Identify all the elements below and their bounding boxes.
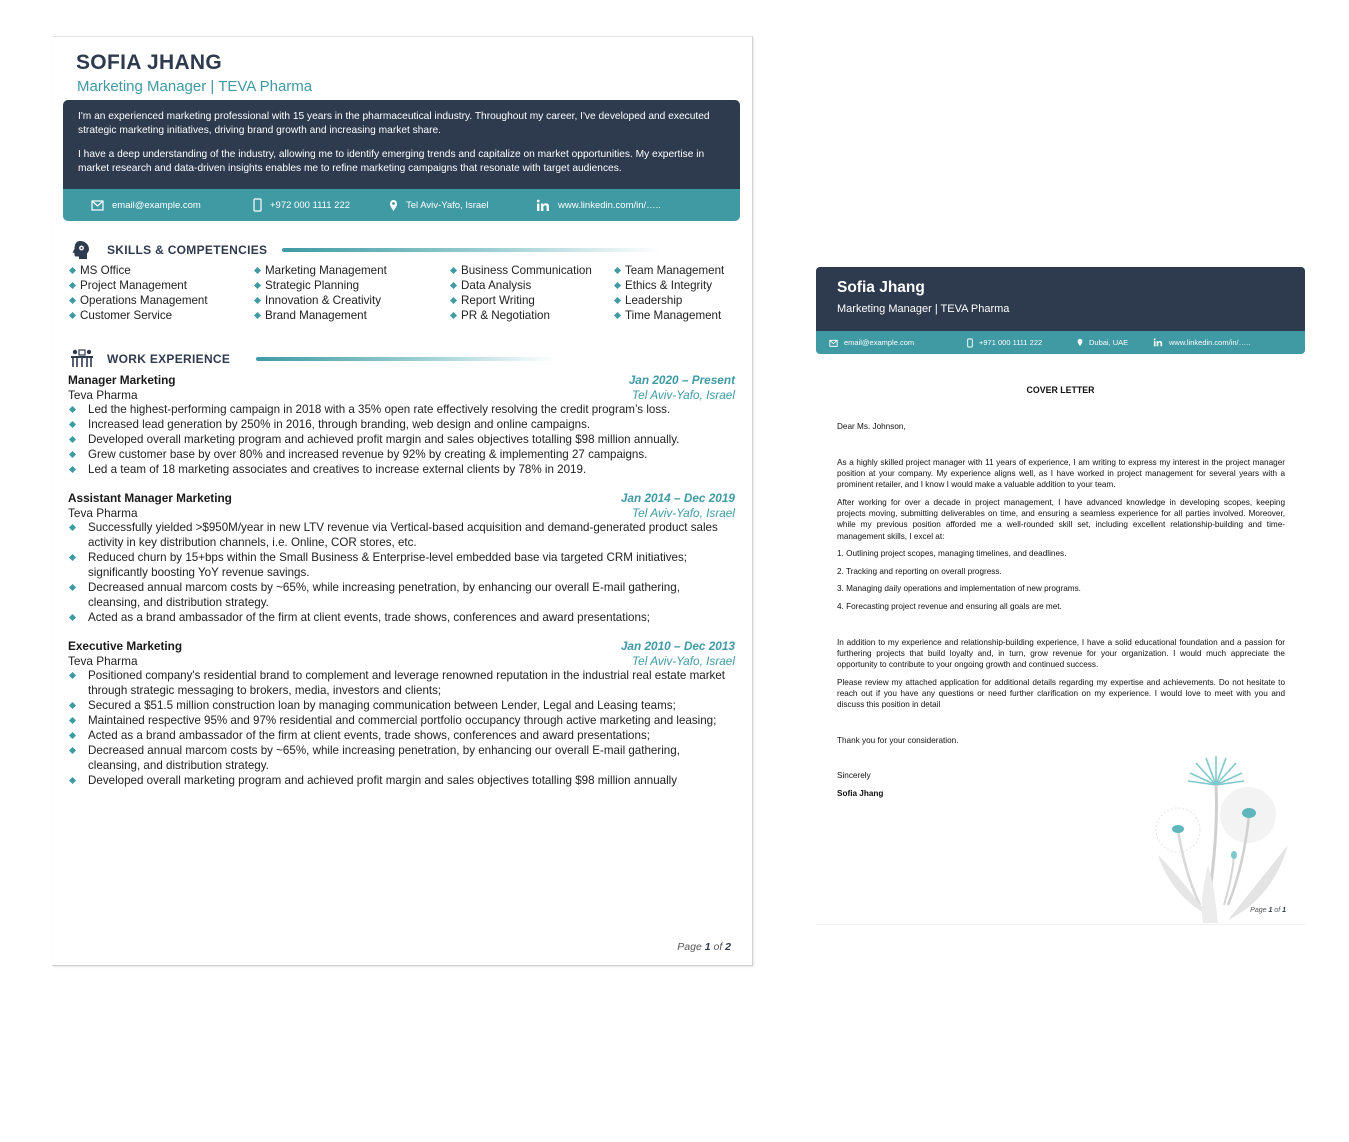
job-bullet: Led the highest-performing campaign in 2018 with a 35% open rate effectively resolving the credit program’s loss. <box>68 402 735 417</box>
page-of: of <box>710 941 726 953</box>
contact-linkedin-text: www.linkedin.com/in/….. <box>558 199 661 211</box>
cover-paragraph <box>837 497 1285 542</box>
email-icon <box>829 339 838 347</box>
paragraph-text: In addition to my experience and relationship-building experience, I have a solid educational foundation and a passion for furthering projects that build loyalty and, in turn, grow revenue for your organization. I would much appreciate the opportunity to contribute to your ongoing growth and continued success. <box>837 638 1285 670</box>
skill-item: Operations Management <box>68 293 208 308</box>
cover-list-item <box>837 583 1285 594</box>
email-icon <box>91 199 104 211</box>
skill-item: Strategic Planning <box>253 278 387 293</box>
phone-icon <box>967 338 973 348</box>
cover-contact-bar <box>816 331 1305 354</box>
job-bullet: Decreased annual marcom costs by ~65%, while increasing penetration, by enhancing our overall E-mail gathering, cleansing, and distribution strategy. <box>68 580 735 610</box>
job-bullet: Maintained respective 95% and 97% residential and commercial portfolio occupancy through active marketing and leasing; <box>68 713 735 728</box>
skills-column <box>613 263 724 323</box>
skill-item: Marketing Management <box>253 263 387 278</box>
linkedin-icon <box>536 199 550 212</box>
skill-item: Team Management <box>613 263 724 278</box>
cover-list-item <box>837 548 1285 559</box>
cover-letter-page <box>816 267 1305 925</box>
resume-name: SOFIA JHANG <box>76 51 223 74</box>
resume-page-number <box>677 941 731 953</box>
skill-item: Data Analysis <box>449 278 592 293</box>
phone-icon <box>253 198 262 212</box>
job-location: Tel Aviv-Yafo, Israel <box>632 387 735 402</box>
job-title: Manager Marketing <box>68 373 176 387</box>
list-item-text: 1. Outlining project scopes, managing timelines, and deadlines. <box>837 549 1067 558</box>
page-of: of <box>1272 907 1283 914</box>
cover-title: Marketing Manager | TEVA Pharma <box>837 303 1010 315</box>
skill-item: Leadership <box>613 293 724 308</box>
page-total: 1 <box>1282 907 1286 914</box>
cover-email-text: email@example.com <box>844 338 915 347</box>
page-current: 1 <box>1268 907 1273 914</box>
salutation-text: Dear Ms. Johnson, <box>837 422 906 431</box>
skills-heading-text: SKILLS & COMPETENCIES <box>107 243 268 257</box>
skill-item: Report Writing <box>449 293 592 308</box>
skill-item: Project Management <box>68 278 208 293</box>
cover-salutation <box>837 421 1285 432</box>
summary-paragraph: I'm an experienced marketing professional with 15 years in the pharmaceutical industry. Throughout my career, I've developed and executed strategic marketing initiatives, driving brand growth and increasing market share. <box>78 111 710 137</box>
job-bullet: Secured a $51.5 million construction loan by managing communication between Lender, Legal and Leasing teams; <box>68 698 735 713</box>
cover-paragraph <box>837 457 1285 491</box>
dandelion-illustration <box>1148 755 1298 925</box>
paragraph-text: Please review my attached application for additional details regarding my expertise and achievements. Do not hesitate to reach out if you have any questions or need further clarification on my experience. I would love to meet with you and discuss this position in detail <box>837 678 1285 710</box>
cover-page-number <box>1250 907 1286 914</box>
skill-item: Innovation & Creativity <box>253 293 387 308</box>
skill-item: Ethics & Integrity <box>613 278 724 293</box>
job-location: Tel Aviv-Yafo, Israel <box>632 505 735 520</box>
job-bullet: Developed overall marketing program and achieved profit margin and sales objectives totalling $98 million annually <box>68 773 735 788</box>
cover-linkedin-text: www.linkedin.com/in/….. <box>1169 338 1251 347</box>
skills-column <box>253 263 387 323</box>
skill-item: Business Communication <box>449 263 592 278</box>
contact-phone[interactable] <box>253 189 350 221</box>
cover-header <box>816 267 1305 331</box>
summary-box <box>63 100 740 189</box>
skills-divider <box>282 248 662 252</box>
people-desk-icon <box>70 349 94 368</box>
page-current: 1 <box>704 941 711 953</box>
job-entry <box>68 491 735 625</box>
cover-paragraph <box>837 677 1285 711</box>
skill-item: MS Office <box>68 263 208 278</box>
experience-heading-text: WORK EXPERIENCE <box>107 351 231 366</box>
skill-item: PR & Negotiation <box>449 308 592 323</box>
cover-list-item <box>837 601 1285 612</box>
skills-column <box>68 263 208 323</box>
paragraph-text: After working for over a decade in project management, I have advanced knowledge in developing scopes, keeping projects moving, submitting deliverables on time, and ensuring a seamless experience for all parties involved. Moreover, while my previous position afforded me a well-rounded skill set, including excellent relationship-building and time-management skills, I excel at: <box>837 498 1285 541</box>
job-bullet: Grew customer base by over 80% and increased revenue by 92% by creating & implementing 27 campaigns. <box>68 447 735 462</box>
cover-name: Sofia Jhang <box>837 279 925 296</box>
page-total: 2 <box>725 941 731 953</box>
resume-page <box>52 36 753 966</box>
job-subheader <box>68 388 735 403</box>
summary-paragraph: I have a deep understanding of the industry, allowing me to identify emerging trends and capitalize on market opportunities. My expertise in market research and data-driven insights enables me to refine marketing campaigns that resonate with target audiences. <box>78 148 705 175</box>
skills-heading <box>70 239 267 261</box>
list-item-text: 4. Forecasting project revenue and ensuring all goals are met. <box>837 602 1062 611</box>
job-bullets <box>68 668 735 788</box>
contact-phone-text: +972 000 1111 222 <box>270 199 351 211</box>
job-company: Teva Pharma <box>68 387 138 402</box>
job-subheader <box>68 654 735 669</box>
skill-item: Time Management <box>613 308 724 323</box>
page-prefix: Page <box>1250 907 1269 914</box>
location-icon <box>389 199 398 212</box>
experience-divider <box>256 357 556 361</box>
contact-linkedin[interactable] <box>536 189 661 221</box>
job-dates: Jan 2010 – Dec 2013 <box>620 639 735 653</box>
cover-list-item <box>837 566 1285 577</box>
job-entry <box>68 373 735 477</box>
closing-text: Sincerely <box>837 771 871 780</box>
job-location: Tel Aviv-Yafo, Israel <box>632 653 735 668</box>
cover-letter-heading: COVER LETTER <box>1026 385 1095 395</box>
job-bullet: Led a team of 18 marketing associates and creatives to increase external clients by 78% in 2019. <box>68 462 735 477</box>
job-company: Teva Pharma <box>68 653 138 668</box>
skills-column <box>449 263 592 323</box>
experience-heading <box>70 349 230 368</box>
cover-contact-email[interactable] <box>829 331 914 354</box>
linkedin-icon <box>1153 338 1163 347</box>
job-bullet: Reduced churn by 15+bps within the Small Business & Enterprise-level embedded base via targeted CRM initiatives; significantly boosting YoY revenue savings. <box>68 550 735 580</box>
cover-paragraph <box>837 637 1285 671</box>
cover-contact-linkedin[interactable] <box>1153 331 1250 354</box>
location-icon <box>1077 338 1083 347</box>
job-bullet: Successfully yielded >$950M/year in new LTV revenue via Vertical-based acquisition and demand-generated product sales activity in key distribution channels, i.e. Online, COR stores, etc. <box>68 520 735 550</box>
cover-location-text: Dubai, UAE <box>1089 338 1129 347</box>
cover-thanks <box>837 735 1285 746</box>
resume-contact-bar <box>63 189 740 221</box>
cover-contact-location[interactable] <box>1077 331 1128 354</box>
job-header <box>68 373 735 388</box>
cover-phone-text: +971 000 1111 222 <box>979 338 1043 347</box>
paragraph-text: As a highly skilled project manager with 11 years of experience, I am writing to express my interest in the project manager position at your company. My experience aligns well, as I have worked in project management for several years with a prominent retailer, and I know I would make a valuable addition to your team. <box>837 458 1285 490</box>
contact-location-text: Tel Aviv-Yafo, Israel <box>406 199 489 211</box>
job-bullets <box>68 402 735 477</box>
list-item-text: 2. Tracking and reporting on overall progress. <box>837 567 1002 576</box>
job-dates: Jan 2014 – Dec 2019 <box>620 491 735 505</box>
job-subheader <box>68 506 735 521</box>
job-bullet: Acted as a brand ambassador of the firm at client events, trade shows, conferences and award presentations; <box>68 610 735 625</box>
job-header <box>68 639 735 654</box>
job-bullet: Acted as a brand ambassador of the firm at client events, trade shows, conferences and award presentations; <box>68 728 735 743</box>
job-dates: Jan 2020 – Present <box>628 373 735 387</box>
job-bullet: Increased lead generation by 250% in 2016, through branding, web design and online campaigns. <box>68 417 735 432</box>
signature-text: Sofia Jhang <box>837 789 884 798</box>
cover-contact-phone[interactable] <box>967 331 1042 354</box>
contact-email-text: email@example.com <box>112 199 201 211</box>
list-item-text: 3. Managing daily operations and implementation of new programs. <box>837 584 1081 593</box>
job-bullets <box>68 520 735 625</box>
job-header <box>68 491 735 506</box>
job-bullet: Developed overall marketing program and achieved profit margin and sales objectives totalling $98 million annually. <box>68 432 735 447</box>
head-gears-icon <box>70 239 92 261</box>
job-bullet: Decreased annual marcom costs by ~65%, while increasing penetration, by enhancing our overall E-mail gathering, cleansing, and distribution strategy. <box>68 743 735 773</box>
page-prefix: Page <box>677 941 705 953</box>
job-title: Assistant Manager Marketing <box>68 491 232 505</box>
contact-location[interactable] <box>389 189 489 221</box>
job-bullet: Positioned company's residential brand to complement and leverage renowned reputation in the industrial real estate market through strategic messaging to brokers, media, investors and clients; <box>68 668 735 698</box>
skill-item: Customer Service <box>68 308 208 323</box>
contact-email[interactable] <box>91 189 201 221</box>
resume-title: Marketing Manager | TEVA Pharma <box>77 78 313 95</box>
thanks-text: Thank you for your consideration. <box>837 736 959 745</box>
skill-item: Brand Management <box>253 308 387 323</box>
job-company: Teva Pharma <box>68 505 138 520</box>
job-entry <box>68 639 735 788</box>
job-title: Executive Marketing <box>68 639 183 653</box>
